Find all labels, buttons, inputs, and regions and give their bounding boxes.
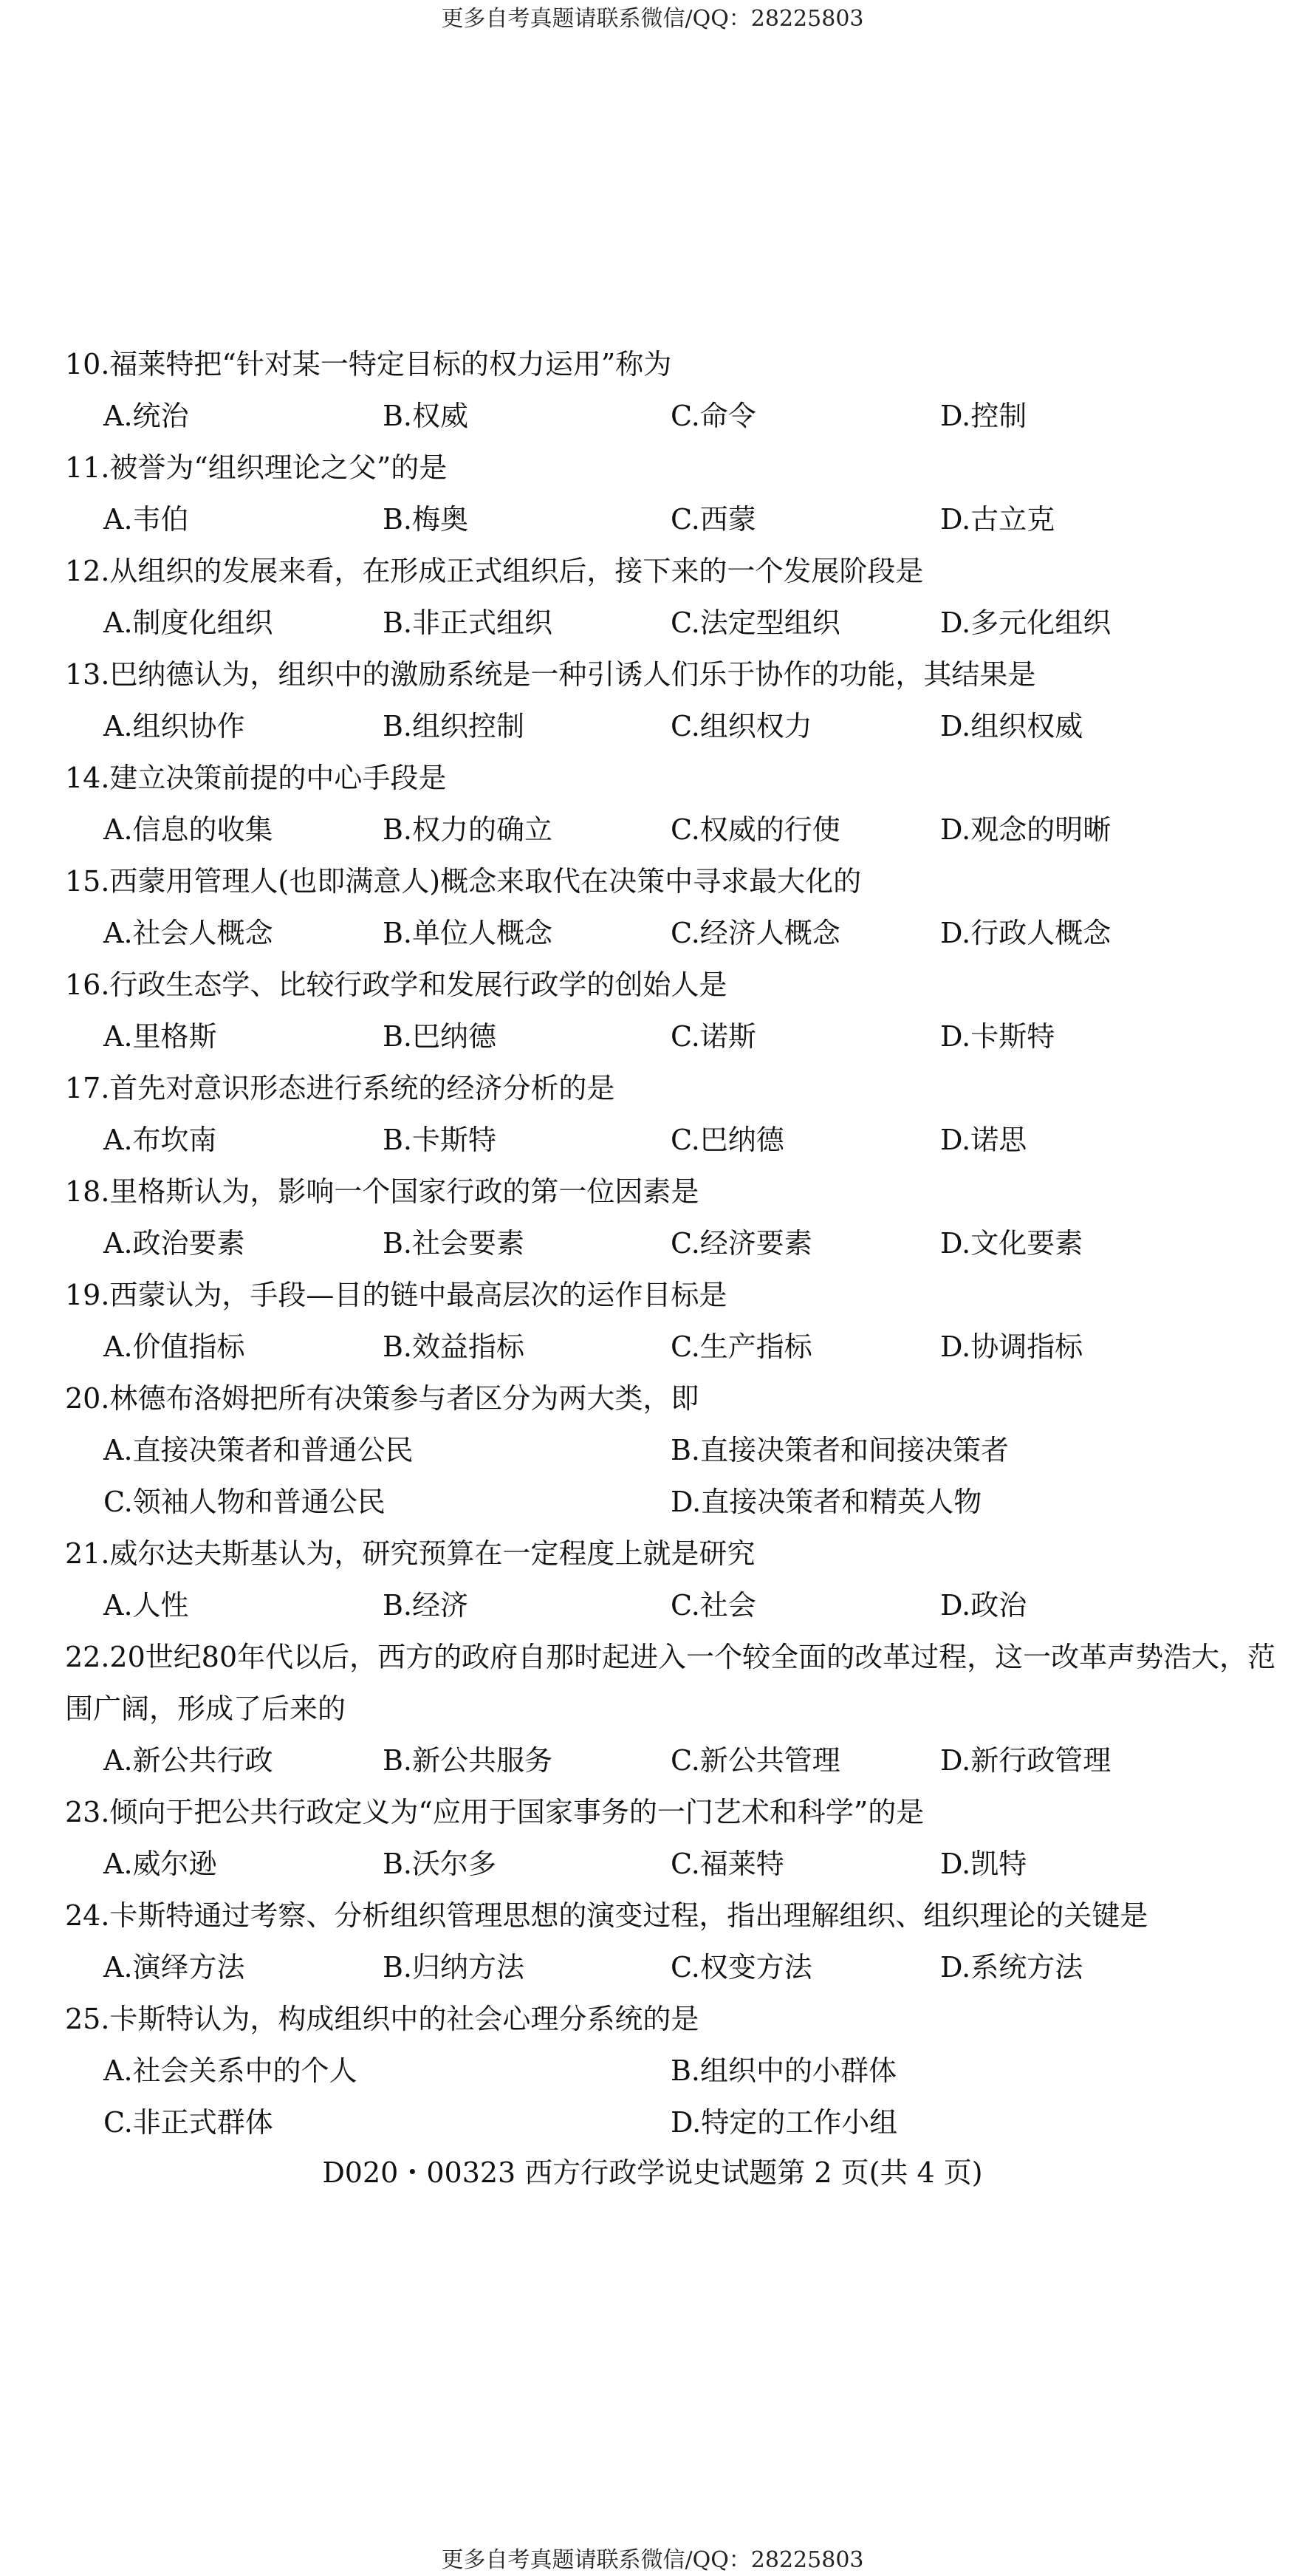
option-b: B.新公共服务 [383,1744,553,1777]
question-stem: 22.20世纪80年代以后，西方的政府自那时起进入一个较全面的改革过程，这一改革声势浩大，范围广阔，形成了后来的 [65,1641,1276,1725]
option-b: B.权威 [383,400,469,432]
option-d: D.特定的工作小组 [671,2106,898,2139]
option-c: C.生产指标 [671,1330,812,1363]
question-17 [65,1062,1276,1166]
option-d: D.古立克 [940,503,1055,536]
question-stem: 13.巴纳德认为，组织中的激励系统是一种引诱人们乐于协作的功能，其结果是 [65,658,1036,691]
option-a: A.人性 [103,1589,189,1622]
options-row [65,1579,1276,1631]
option-c: C.西蒙 [671,503,756,536]
option-d: D.协调指标 [940,1330,1083,1363]
options-row [65,907,1276,959]
option-d: D.卡斯特 [940,1020,1055,1053]
options-row [65,804,1276,855]
question-10 [65,338,1276,442]
page-footer: D020・00323 西方行政学说史试题第 2 页(共 4 页) [322,2156,983,2189]
option-c: C.福莱特 [671,1848,784,1880]
question-stem: 14.建立决策前提的中心手段是 [65,762,447,794]
option-b: B.非正式组织 [383,607,553,639]
question-25 [65,1993,1276,2148]
option-b: B.组织控制 [383,710,525,742]
option-a: A.直接决策者和普通公民 [103,1434,414,1466]
question-13 [65,649,1276,752]
option-b: B.梅奥 [383,503,469,536]
question-stem: 11.被誉为“组织理论之父”的是 [65,451,448,484]
option-c: C.非正式群体 [103,2106,273,2139]
options-row [65,390,1276,442]
option-b: B.卡斯特 [383,1124,497,1156]
options-row [65,1217,1276,1269]
question-stem: 12.从组织的发展来看，在形成正式组织后，接下来的一个发展阶段是 [65,555,924,587]
option-d: D.诺思 [940,1124,1027,1156]
option-b: B.经济 [383,1589,469,1622]
option-a: A.社会关系中的个人 [103,2054,357,2087]
option-a: A.制度化组织 [103,607,273,639]
watermark-top: 更多自考真题请联系微信/QQ：28225803 [441,6,864,32]
question-24 [65,1890,1276,1993]
question-list [65,338,1276,2148]
option-d: D.新行政管理 [940,1744,1112,1777]
question-stem: 17.首先对意识形态进行系统的经济分析的是 [65,1072,615,1104]
options-row [65,1114,1276,1166]
option-d: D.政治 [940,1589,1027,1622]
options-row [65,2045,1276,2097]
options-row [65,1838,1276,1890]
option-b: B.权力的确立 [383,813,553,846]
option-a: A.统治 [103,400,189,432]
options-row [65,1735,1276,1786]
option-d: D.多元化组织 [940,607,1112,639]
option-c: C.法定型组织 [671,607,840,639]
option-d: D.行政人概念 [940,917,1112,949]
option-b: B.巴纳德 [383,1020,497,1053]
option-d: D.文化要素 [940,1227,1083,1260]
options-row [65,597,1276,649]
option-d: D.组织权威 [940,710,1083,742]
option-a: A.演绎方法 [103,1951,245,1984]
option-b: B.组织中的小群体 [671,2054,897,2087]
question-12 [65,545,1276,649]
option-a: A.政治要素 [103,1227,245,1260]
option-a: A.价值指标 [103,1330,245,1363]
question-21 [65,1528,1276,1631]
option-c: C.命令 [671,400,756,432]
question-stem: 16.行政生态学、比较行政学和发展行政学的创始人是 [65,968,727,1001]
option-a: A.韦伯 [103,503,189,536]
question-23 [65,1786,1276,1890]
option-a: A.威尔逊 [103,1848,217,1880]
options-row [65,1424,1276,1476]
question-stem: 21.威尔达夫斯基认为，研究预算在一定程度上就是研究 [65,1537,756,1570]
option-a: A.社会人概念 [103,917,273,949]
options-row [65,1011,1276,1062]
option-c: C.巴纳德 [671,1124,784,1156]
question-stem: 10.福莱特把“针对某一特定目标的权力运用”称为 [65,348,672,380]
option-b: B.归纳方法 [383,1951,525,1984]
option-b: B.沃尔多 [383,1848,497,1880]
option-d: D.观念的明晰 [940,813,1112,846]
option-c: C.经济要素 [671,1227,812,1260]
option-c: C.新公共管理 [671,1744,840,1777]
option-d: D.直接决策者和精英人物 [671,1486,982,1518]
option-b: B.社会要素 [383,1227,525,1260]
question-18 [65,1166,1276,1269]
option-a: A.新公共行政 [103,1744,273,1777]
options-row [65,1321,1276,1373]
option-a: A.里格斯 [103,1020,217,1053]
watermark-bottom: 更多自考真题请联系微信/QQ：28225803 [441,2547,864,2573]
options-row [65,1941,1276,1993]
option-c: C.权变方法 [671,1951,812,1984]
question-14 [65,752,1276,855]
options-row [65,493,1276,545]
option-d: D.系统方法 [940,1951,1083,1984]
question-19 [65,1269,1276,1373]
question-stem: 20.林德布洛姆把所有决策参与者区分为两大类，即 [65,1382,699,1415]
option-d: D.控制 [940,400,1027,432]
option-b: B.单位人概念 [383,917,553,949]
option-c: C.社会 [671,1589,756,1622]
question-stem: 18.里格斯认为，影响一个国家行政的第一位因素是 [65,1175,699,1208]
question-stem: 15.西蒙用管理人(也即满意人)概念来取代在决策中寻求最大化的 [65,865,862,898]
option-b: B.直接决策者和间接决策者 [671,1434,1010,1466]
option-d: D.凯特 [940,1848,1027,1880]
option-a: A.信息的收集 [103,813,273,846]
option-c: C.组织权力 [671,710,812,742]
option-c: C.诺斯 [671,1020,756,1053]
question-16 [65,959,1276,1062]
options-row [65,700,1276,752]
option-b: B.效益指标 [383,1330,525,1363]
question-stem: 23.倾向于把公共行政定义为“应用于国家事务的一门艺术和科学”的是 [65,1796,925,1828]
question-15 [65,855,1276,959]
option-c: C.权威的行使 [671,813,840,846]
option-a: A.布坎南 [103,1124,217,1156]
options-row [65,1476,1276,1528]
question-stem: 19.西蒙认为，手段—目的链中最高层次的运作目标是 [65,1279,727,1311]
question-11 [65,442,1276,545]
question-22 [65,1631,1276,1786]
question-20 [65,1373,1276,1528]
option-c: C.经济人概念 [671,917,840,949]
option-a: A.组织协作 [103,710,245,742]
options-row [65,2097,1276,2148]
question-stem: 24.卡斯特通过考察、分析组织管理思想的演变过程，指出理解组织、组织理论的关键是 [65,1899,1148,1932]
option-c: C.领袖人物和普通公民 [103,1486,386,1518]
question-stem: 25.卡斯特认为，构成组织中的社会心理分系统的是 [65,2003,699,2035]
